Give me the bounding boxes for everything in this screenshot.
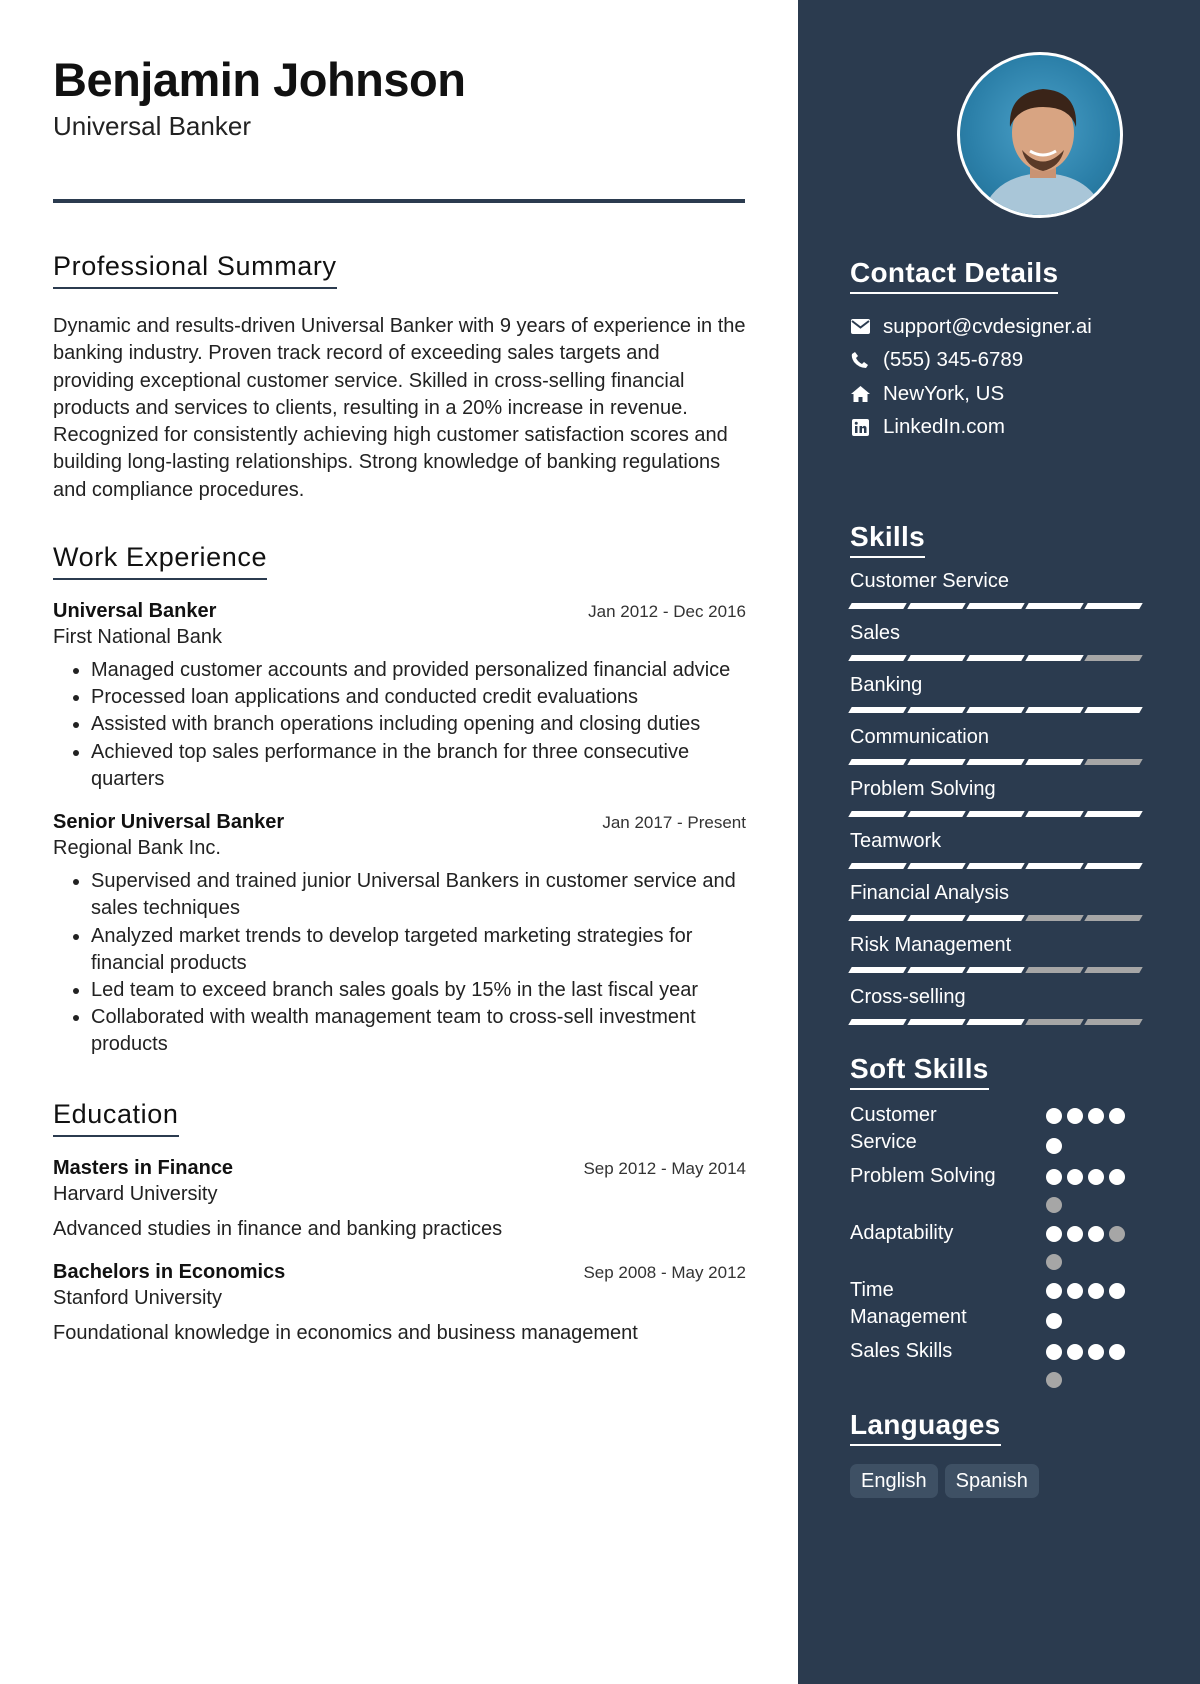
phone-text: (555) 345-6789 xyxy=(883,348,1024,372)
job-company: First National Bank xyxy=(53,626,222,649)
skill-name: Cross-selling xyxy=(850,986,966,1008)
rating-dot xyxy=(1046,1254,1062,1270)
soft-skill-rating xyxy=(1046,1338,1136,1388)
job-bullet: • Achieved top sales performance in the branch for three consecutive quarters xyxy=(91,739,746,793)
skill-rating-bar xyxy=(850,915,1148,922)
job-title: Senior Universal Banker xyxy=(53,811,285,834)
skill-item xyxy=(850,828,1148,870)
skills-list xyxy=(850,568,1148,1026)
language-badge: Spanish xyxy=(945,1464,1039,1498)
soft-skill-item xyxy=(850,1277,1148,1331)
languages-list xyxy=(850,1464,1148,1498)
skill-rating-segment xyxy=(907,915,965,921)
rating-dot xyxy=(1046,1313,1062,1329)
skill-rating-segment xyxy=(966,707,1024,713)
rating-dot xyxy=(1109,1108,1125,1124)
job-bullet: • Managed customer accounts and provided personalized financial advice xyxy=(91,657,746,684)
skill-item xyxy=(850,620,1148,662)
skill-item xyxy=(850,776,1148,818)
soft-skills-title: Soft Skills xyxy=(850,1052,989,1090)
skill-rating-segment xyxy=(1084,707,1142,713)
skill-rating-segment xyxy=(1025,811,1083,817)
rating-dot xyxy=(1067,1108,1083,1124)
school-name: Stanford University xyxy=(53,1286,222,1309)
skill-rating-bar xyxy=(850,811,1148,818)
rating-dot xyxy=(1046,1226,1062,1242)
rating-dot xyxy=(1046,1372,1062,1388)
skill-rating-segment xyxy=(848,707,906,713)
soft-skill-rating xyxy=(1046,1277,1136,1331)
skill-rating-segment xyxy=(1025,603,1083,609)
skills-title: Skills xyxy=(850,520,925,558)
skill-rating-segment xyxy=(848,1019,906,1025)
language-badge: English xyxy=(850,1464,938,1498)
skill-rating-bar xyxy=(850,1019,1148,1026)
skill-rating-segment xyxy=(848,967,906,973)
soft-skill-name: Customer Service xyxy=(850,1104,937,1153)
job-bullet: • Analyzed market trends to develop targeted marketing strategies for financial products xyxy=(91,923,746,977)
job-entry xyxy=(53,598,746,793)
job-bullets xyxy=(91,868,746,1058)
skill-rating-segment xyxy=(966,967,1024,973)
job-title: Universal Banker xyxy=(53,600,217,623)
soft-skill-item xyxy=(850,1163,1148,1213)
degree-title: Masters in Finance xyxy=(53,1156,234,1179)
job-bullet: • Assisted with branch operations including opening and closing duties xyxy=(91,711,746,738)
linkedin-icon xyxy=(850,417,870,437)
education-title: Education xyxy=(53,1097,179,1137)
skill-rating-segment xyxy=(1084,915,1142,921)
skill-rating-segment xyxy=(907,707,965,713)
contact-location xyxy=(850,377,1148,411)
skill-rating-segment xyxy=(966,759,1024,765)
skill-rating-bar xyxy=(850,863,1148,870)
education-entry xyxy=(53,1259,746,1347)
skill-rating-segment xyxy=(848,915,906,921)
education-entry xyxy=(53,1155,746,1243)
rating-dot xyxy=(1067,1283,1083,1299)
soft-skill-item xyxy=(850,1102,1148,1156)
skill-rating-segment xyxy=(907,967,965,973)
skill-rating-segment xyxy=(1084,967,1142,973)
experience-title: Work Experience xyxy=(53,540,267,580)
soft-skill-rating xyxy=(1046,1220,1136,1270)
skill-rating-segment xyxy=(1084,603,1142,609)
rating-dot xyxy=(1046,1344,1062,1360)
contact-title: Contact Details xyxy=(850,256,1058,294)
skill-rating-bar xyxy=(850,967,1148,974)
skill-rating-segment xyxy=(1084,655,1142,661)
skill-rating-bar xyxy=(850,603,1148,610)
rating-dot xyxy=(1046,1197,1062,1213)
rating-dot xyxy=(1109,1226,1125,1242)
skill-rating-segment xyxy=(966,1019,1024,1025)
rating-dot xyxy=(1067,1169,1083,1185)
skill-rating-segment xyxy=(1084,863,1142,869)
rating-dot xyxy=(1046,1283,1062,1299)
phone-icon xyxy=(850,350,870,370)
skill-rating-segment xyxy=(966,655,1024,661)
envelope-icon xyxy=(850,317,870,337)
skill-rating-segment xyxy=(907,811,965,817)
rating-dot xyxy=(1088,1108,1104,1124)
job-bullets xyxy=(91,657,746,793)
languages-section xyxy=(850,1408,1148,1498)
soft-skill-name: Problem Solving xyxy=(850,1165,996,1187)
skill-item xyxy=(850,880,1148,922)
degree-title: Bachelors in Economics xyxy=(53,1260,286,1283)
skill-name: Risk Management xyxy=(850,934,1012,956)
school-name: Harvard University xyxy=(53,1182,218,1205)
summary-section xyxy=(53,249,746,504)
skill-name: Financial Analysis xyxy=(850,882,1009,904)
rating-dot xyxy=(1109,1344,1125,1360)
skill-name: Sales xyxy=(850,622,901,644)
experience-section xyxy=(53,540,746,1058)
skill-rating-segment xyxy=(1084,811,1142,817)
rating-dot xyxy=(1088,1344,1104,1360)
job-dates: Jan 2017 - Present xyxy=(602,813,746,833)
rating-dot xyxy=(1109,1169,1125,1185)
summary-title: Professional Summary xyxy=(53,249,337,289)
skill-item xyxy=(850,568,1148,610)
skill-rating-segment xyxy=(848,863,906,869)
candidate-name: Benjamin Johnson xyxy=(53,53,466,106)
skill-rating-segment xyxy=(1084,759,1142,765)
skill-rating-segment xyxy=(848,811,906,817)
candidate-role: Universal Banker xyxy=(53,111,251,141)
soft-skill-name: Sales Skills xyxy=(850,1340,953,1362)
avatar-illustration xyxy=(960,55,1123,218)
rating-dot xyxy=(1046,1138,1062,1154)
skill-item xyxy=(850,672,1148,714)
skill-rating-segment xyxy=(907,759,965,765)
soft-skills-section xyxy=(850,1052,1148,1388)
linkedin-text: LinkedIn.com xyxy=(883,415,1005,439)
soft-skill-item xyxy=(850,1220,1148,1270)
skills-section xyxy=(850,520,1148,1026)
header-divider xyxy=(53,199,745,203)
skill-rating-segment xyxy=(1025,759,1083,765)
soft-skill-rating xyxy=(1046,1102,1136,1156)
education-section xyxy=(53,1097,746,1347)
soft-skill-rating xyxy=(1046,1163,1136,1213)
rating-dot xyxy=(1088,1226,1104,1242)
soft-skill-item xyxy=(850,1338,1148,1388)
contact-email[interactable] xyxy=(850,310,1148,344)
rating-dot xyxy=(1046,1108,1062,1124)
skill-rating-segment xyxy=(966,811,1024,817)
soft-skills-list xyxy=(850,1102,1148,1388)
skill-rating-segment xyxy=(1025,863,1083,869)
contact-section xyxy=(850,256,1148,444)
rating-dot xyxy=(1067,1226,1083,1242)
rating-dot xyxy=(1088,1283,1104,1299)
soft-skill-name: Time Management xyxy=(850,1279,967,1328)
profile-photo xyxy=(957,52,1123,218)
skill-rating-segment xyxy=(907,655,965,661)
skill-rating-segment xyxy=(848,655,906,661)
contact-phone[interactable] xyxy=(850,344,1148,378)
education-description: Advanced studies in finance and banking practices xyxy=(53,1217,503,1240)
skill-rating-segment xyxy=(1084,1019,1142,1025)
sidebar xyxy=(798,0,1200,1684)
job-dates: Jan 2012 - Dec 2016 xyxy=(588,602,746,622)
job-company: Regional Bank Inc. xyxy=(53,837,221,860)
home-icon xyxy=(850,384,870,404)
education-description: Foundational knowledge in economics and business management xyxy=(53,1321,638,1344)
skill-rating-segment xyxy=(1025,655,1083,661)
skill-rating-segment xyxy=(966,915,1024,921)
skill-rating-bar xyxy=(850,759,1148,766)
summary-text: Dynamic and results-driven Universal Banker with 9 years of experience in the banking industry. Proven track record of exceeding sales targets and providing exceptional customer service. Skilled in cross-selling financial products and services to clients, resulting in a 20% increase in revenue. Recognized for consistently achieving high customer satisfaction scores and building long-lasting relationships. Strong knowledge of banking regulations and compliance procedures. xyxy=(53,315,746,501)
skill-rating-segment xyxy=(907,863,965,869)
skill-name: Customer Service xyxy=(850,570,1009,592)
skill-rating-segment xyxy=(1025,915,1083,921)
job-entry xyxy=(53,809,746,1058)
job-bullet: • Collaborated with wealth management team to cross-sell investment products xyxy=(91,1004,746,1058)
skill-name: Teamwork xyxy=(850,830,942,852)
soft-skill-name: Adaptability xyxy=(850,1222,954,1244)
job-bullet: • Supervised and trained junior Universal Bankers in customer service and sales techniques xyxy=(91,868,746,922)
skill-rating-segment xyxy=(1025,707,1083,713)
education-dates: Sep 2012 - May 2014 xyxy=(583,1158,746,1178)
skill-rating-bar xyxy=(850,655,1148,662)
skill-rating-bar xyxy=(850,707,1148,714)
skill-rating-segment xyxy=(1025,1019,1083,1025)
skill-rating-segment xyxy=(966,863,1024,869)
skill-rating-segment xyxy=(907,1019,965,1025)
education-dates: Sep 2008 - May 2012 xyxy=(583,1262,746,1282)
skill-name: Problem Solving xyxy=(850,778,996,800)
skill-rating-segment xyxy=(848,603,906,609)
skill-item xyxy=(850,724,1148,766)
rating-dot xyxy=(1046,1169,1062,1185)
skill-name: Communication xyxy=(850,726,989,748)
skill-rating-segment xyxy=(848,759,906,765)
skill-item xyxy=(850,984,1148,1026)
skill-rating-segment xyxy=(907,603,965,609)
skill-name: Banking xyxy=(850,674,923,696)
contact-linkedin[interactable] xyxy=(850,411,1148,445)
rating-dot xyxy=(1109,1283,1125,1299)
rating-dot xyxy=(1088,1169,1104,1185)
job-bullet: • Processed loan applications and conducted credit evaluations xyxy=(91,684,746,711)
email-text: support@cvdesigner.ai xyxy=(883,314,1092,338)
skill-item xyxy=(850,932,1148,974)
skill-rating-segment xyxy=(1025,967,1083,973)
rating-dot xyxy=(1067,1344,1083,1360)
skill-rating-segment xyxy=(966,603,1024,609)
location-text: NewYork, US xyxy=(883,381,1005,405)
languages-title: Languages xyxy=(850,1408,1001,1446)
job-bullet: • Led team to exceed branch sales goals by 15% in the last fiscal year xyxy=(91,977,746,1004)
